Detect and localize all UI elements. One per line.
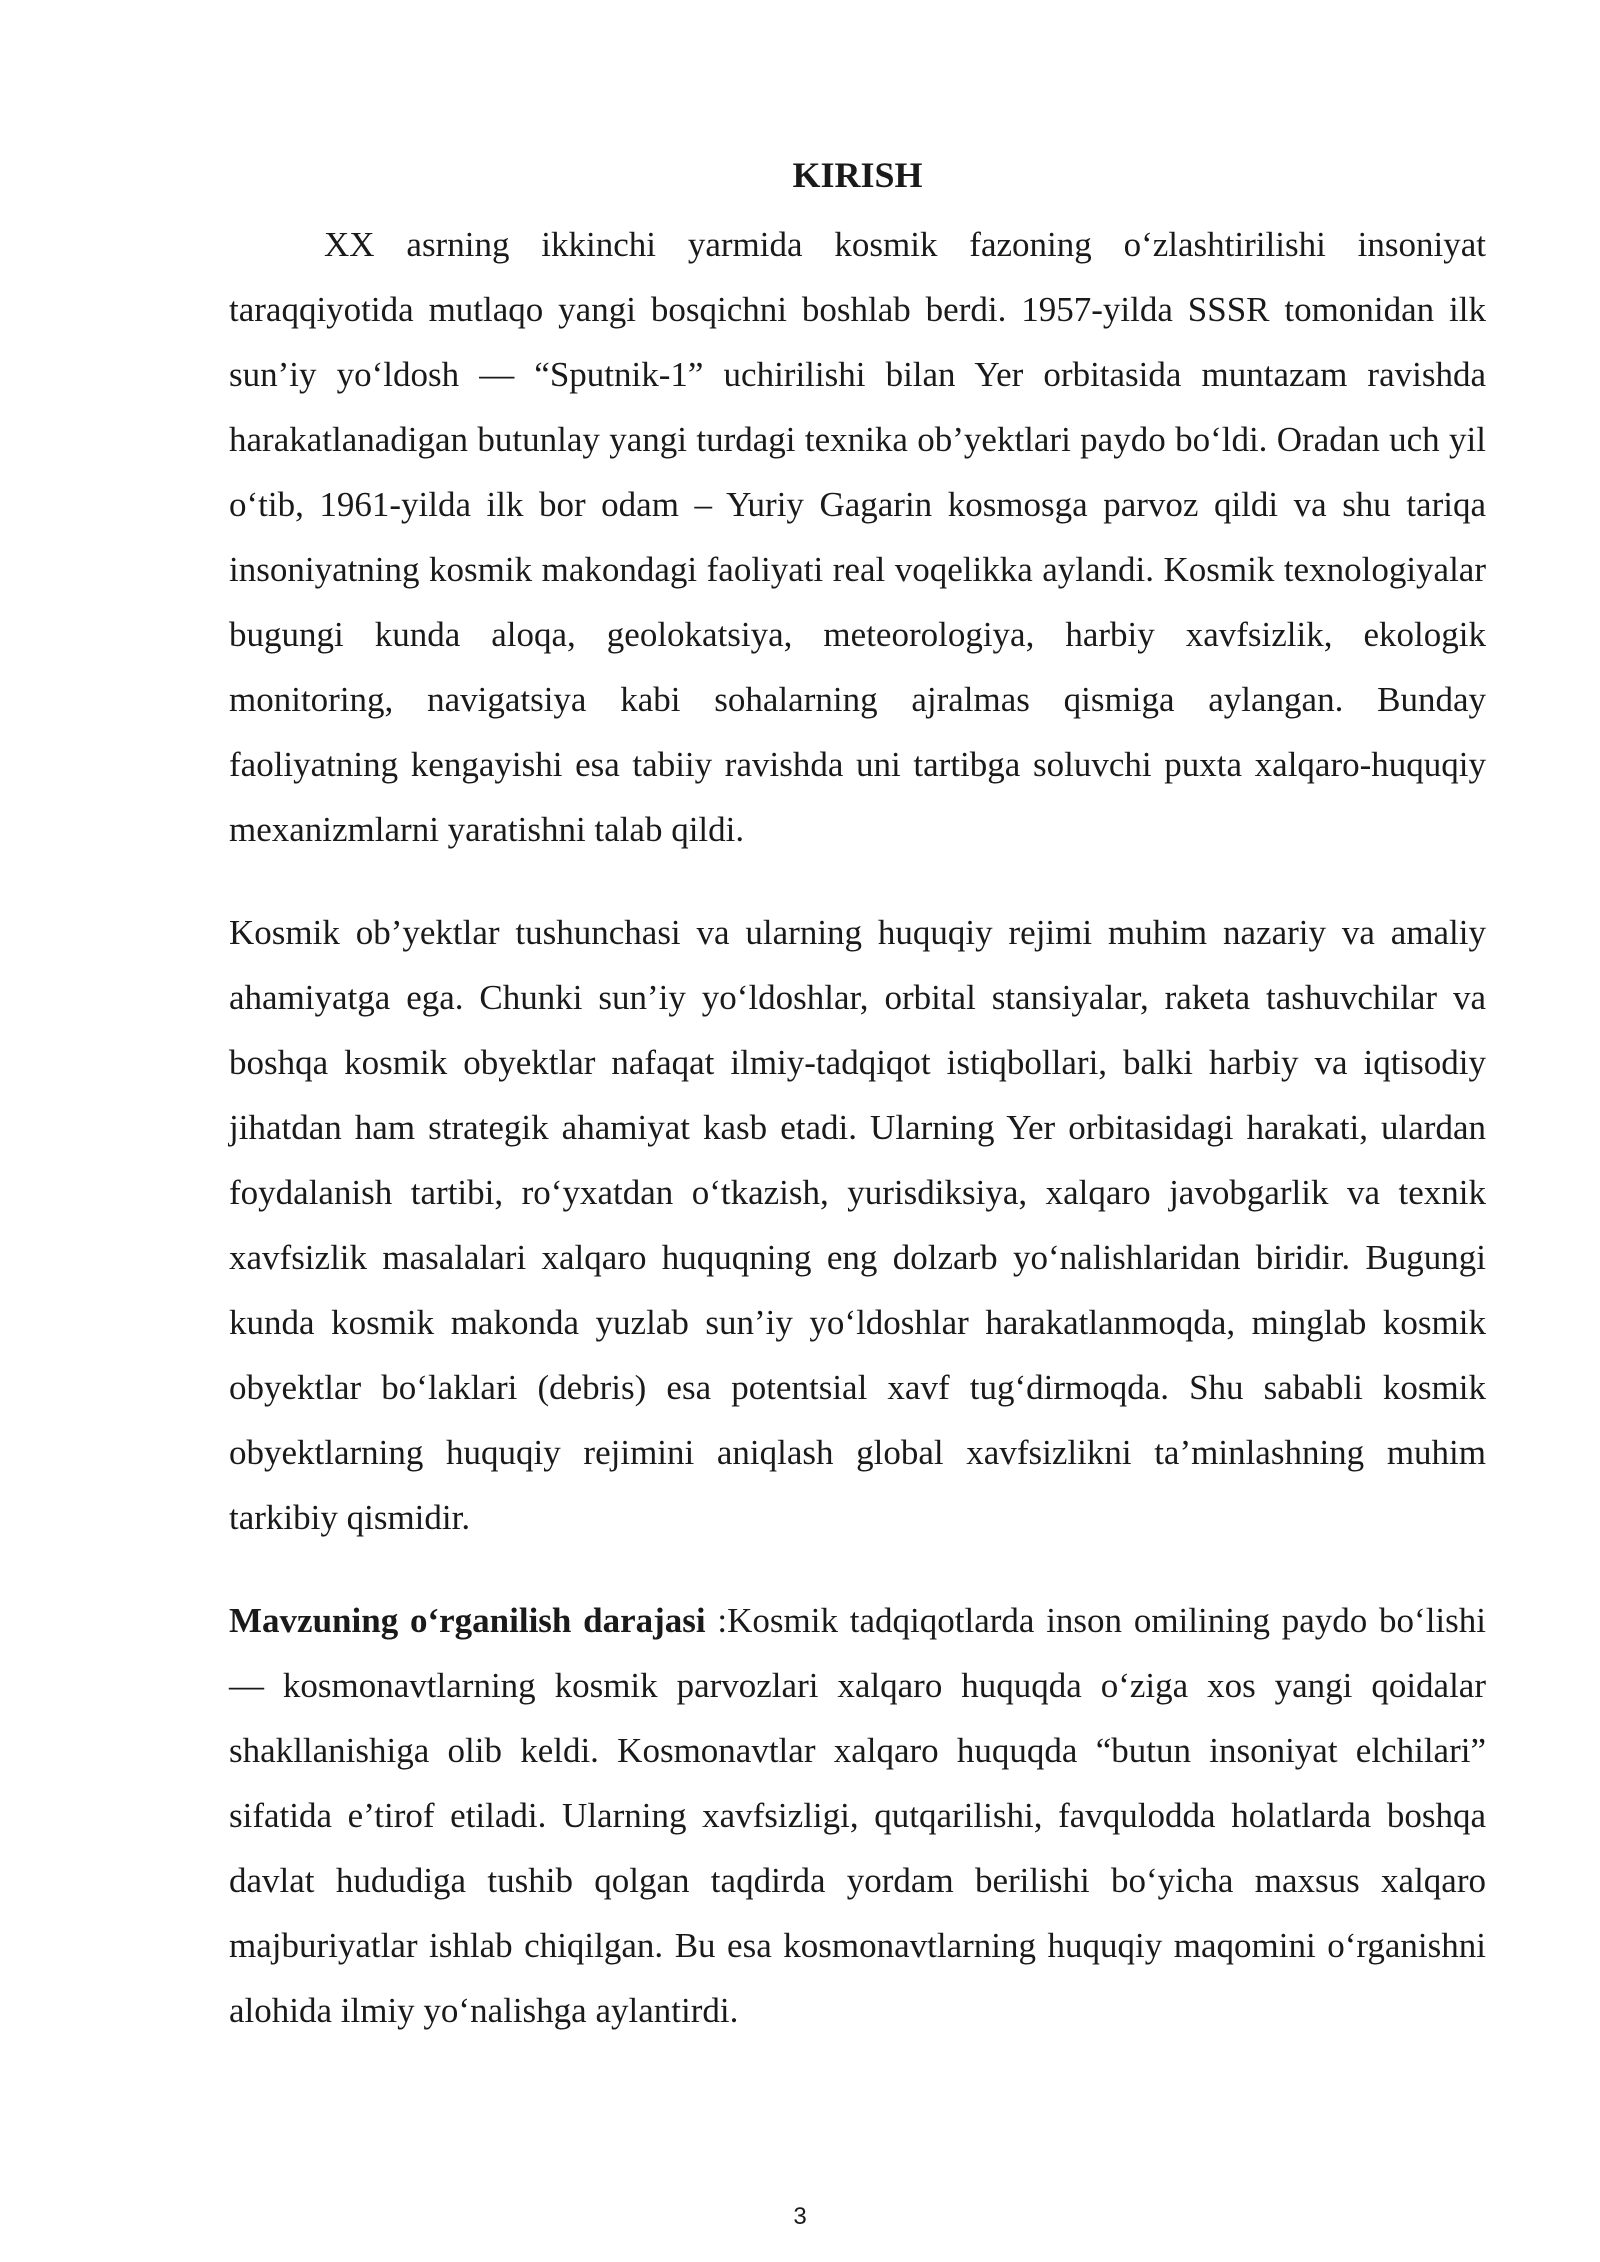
paragraph-intro: XX asrning ikkinchi yarmida kosmik fazoning o‘zlashtirilishi insoniyat taraqqiyotida mutlaqo yangi bosqichni boshlab berdi. 1957-yilda SSSR tomonidan ilk sun’iy yo‘ldosh — “Sputnik-1” uchirilishi bilan Yer orbitasida muntazam ravishda harakatlanadigan butunlay yangi turdagi texnika ob’yektlari paydo bo‘ldi. Oradan uch yil o‘tib, 1961-yilda ilk bor odam – Yuriy Gagarin kosmosga parvoz qildi va shu tariqa insoniyatning kosmik makondagi faoliyati real voqelikka aylandi. Kosmik texnologiyalar bugungi kunda aloqa, geolokatsiya, meteorologiya, harbiy xavfsizlik, ekologik monitoring, navigatsiya kabi sohalarning ajralmas qismiga aylangan. Bunday faoliyatning kengayishi esa tabiiy ravishda uni tartibga soluvchi puxta xalqaro-huquqiy mexanizmlarni yaratishni talab qildi. <box>229 225 1486 849</box>
section-heading: KIRISH <box>792 155 923 195</box>
paragraph-bold-lead: Mavzuning o‘rganilish darajasi <box>229 1601 706 1640</box>
paragraph-research-text: :Kosmik tadqiqotlarda inson omilining paydo bo‘lishi — kosmonavtlarning kosmik parvozlari xalqaro huquqda o‘ziga xos yangi qoidalar shakllanishiga olib keldi. Kosmonavtlar xalqaro huquqda “butun insoniyat elchilari” sifatida e’tirof etiladi. Ularning xavfsizligi, qutqarilishi, favqulodda holatlarda boshqa davlat hududiga tushib qolgan taqdirda yordam berilishi bo‘yicha maxsus xalqaro majburiyatlar ishlab chiqilgan. Bu esa kosmonavtlarning huquqiy maqomini o‘rganishni alohida ilmiy yo‘nalishga aylantirdi. <box>229 1601 1486 2030</box>
page-number: 3 <box>793 2203 807 2230</box>
paragraph-space-objects: Kosmik ob’yektlar tushunchasi va ularning huquqiy rejimi muhim nazariy va amaliy ahamiyatga ega. Chunki sun’iy yo‘ldoshlar, orbital stansiyalar, raketa tashuvchilar va boshqa kosmik obyektlar nafaqat ilmiy-tadqiqot istiqbollari, balki harbiy va iqtisodiy jihatdan ham strategik ahamiyat kasb etadi. Ularning Yer orbitasidagi harakati, ulardan foydalanish tartibi, ro‘yxatdan o‘tkazish, yurisdiksiya, xalqaro javobgarlik va texnik xavfsizlik masalalari xalqaro huquqning eng dolzarb yo‘nalishlaridan biridir. Bugungi kunda kosmik makonda yuzlab sun’iy yo‘ldoshlar harakatlanmoqda, minglab kosmik obyektlar bo‘laklari (debris) esa potentsial xavf tug‘dirmoqda. Shu sababli kosmik obyektlarning huquqiy rejimini aniqlash global xavfsizlikni ta’minlashning muhim tarkibiy qismidir. <box>229 913 1486 1537</box>
page-body <box>229 150 1486 2043</box>
paragraph-research-level <box>229 1588 1486 2043</box>
